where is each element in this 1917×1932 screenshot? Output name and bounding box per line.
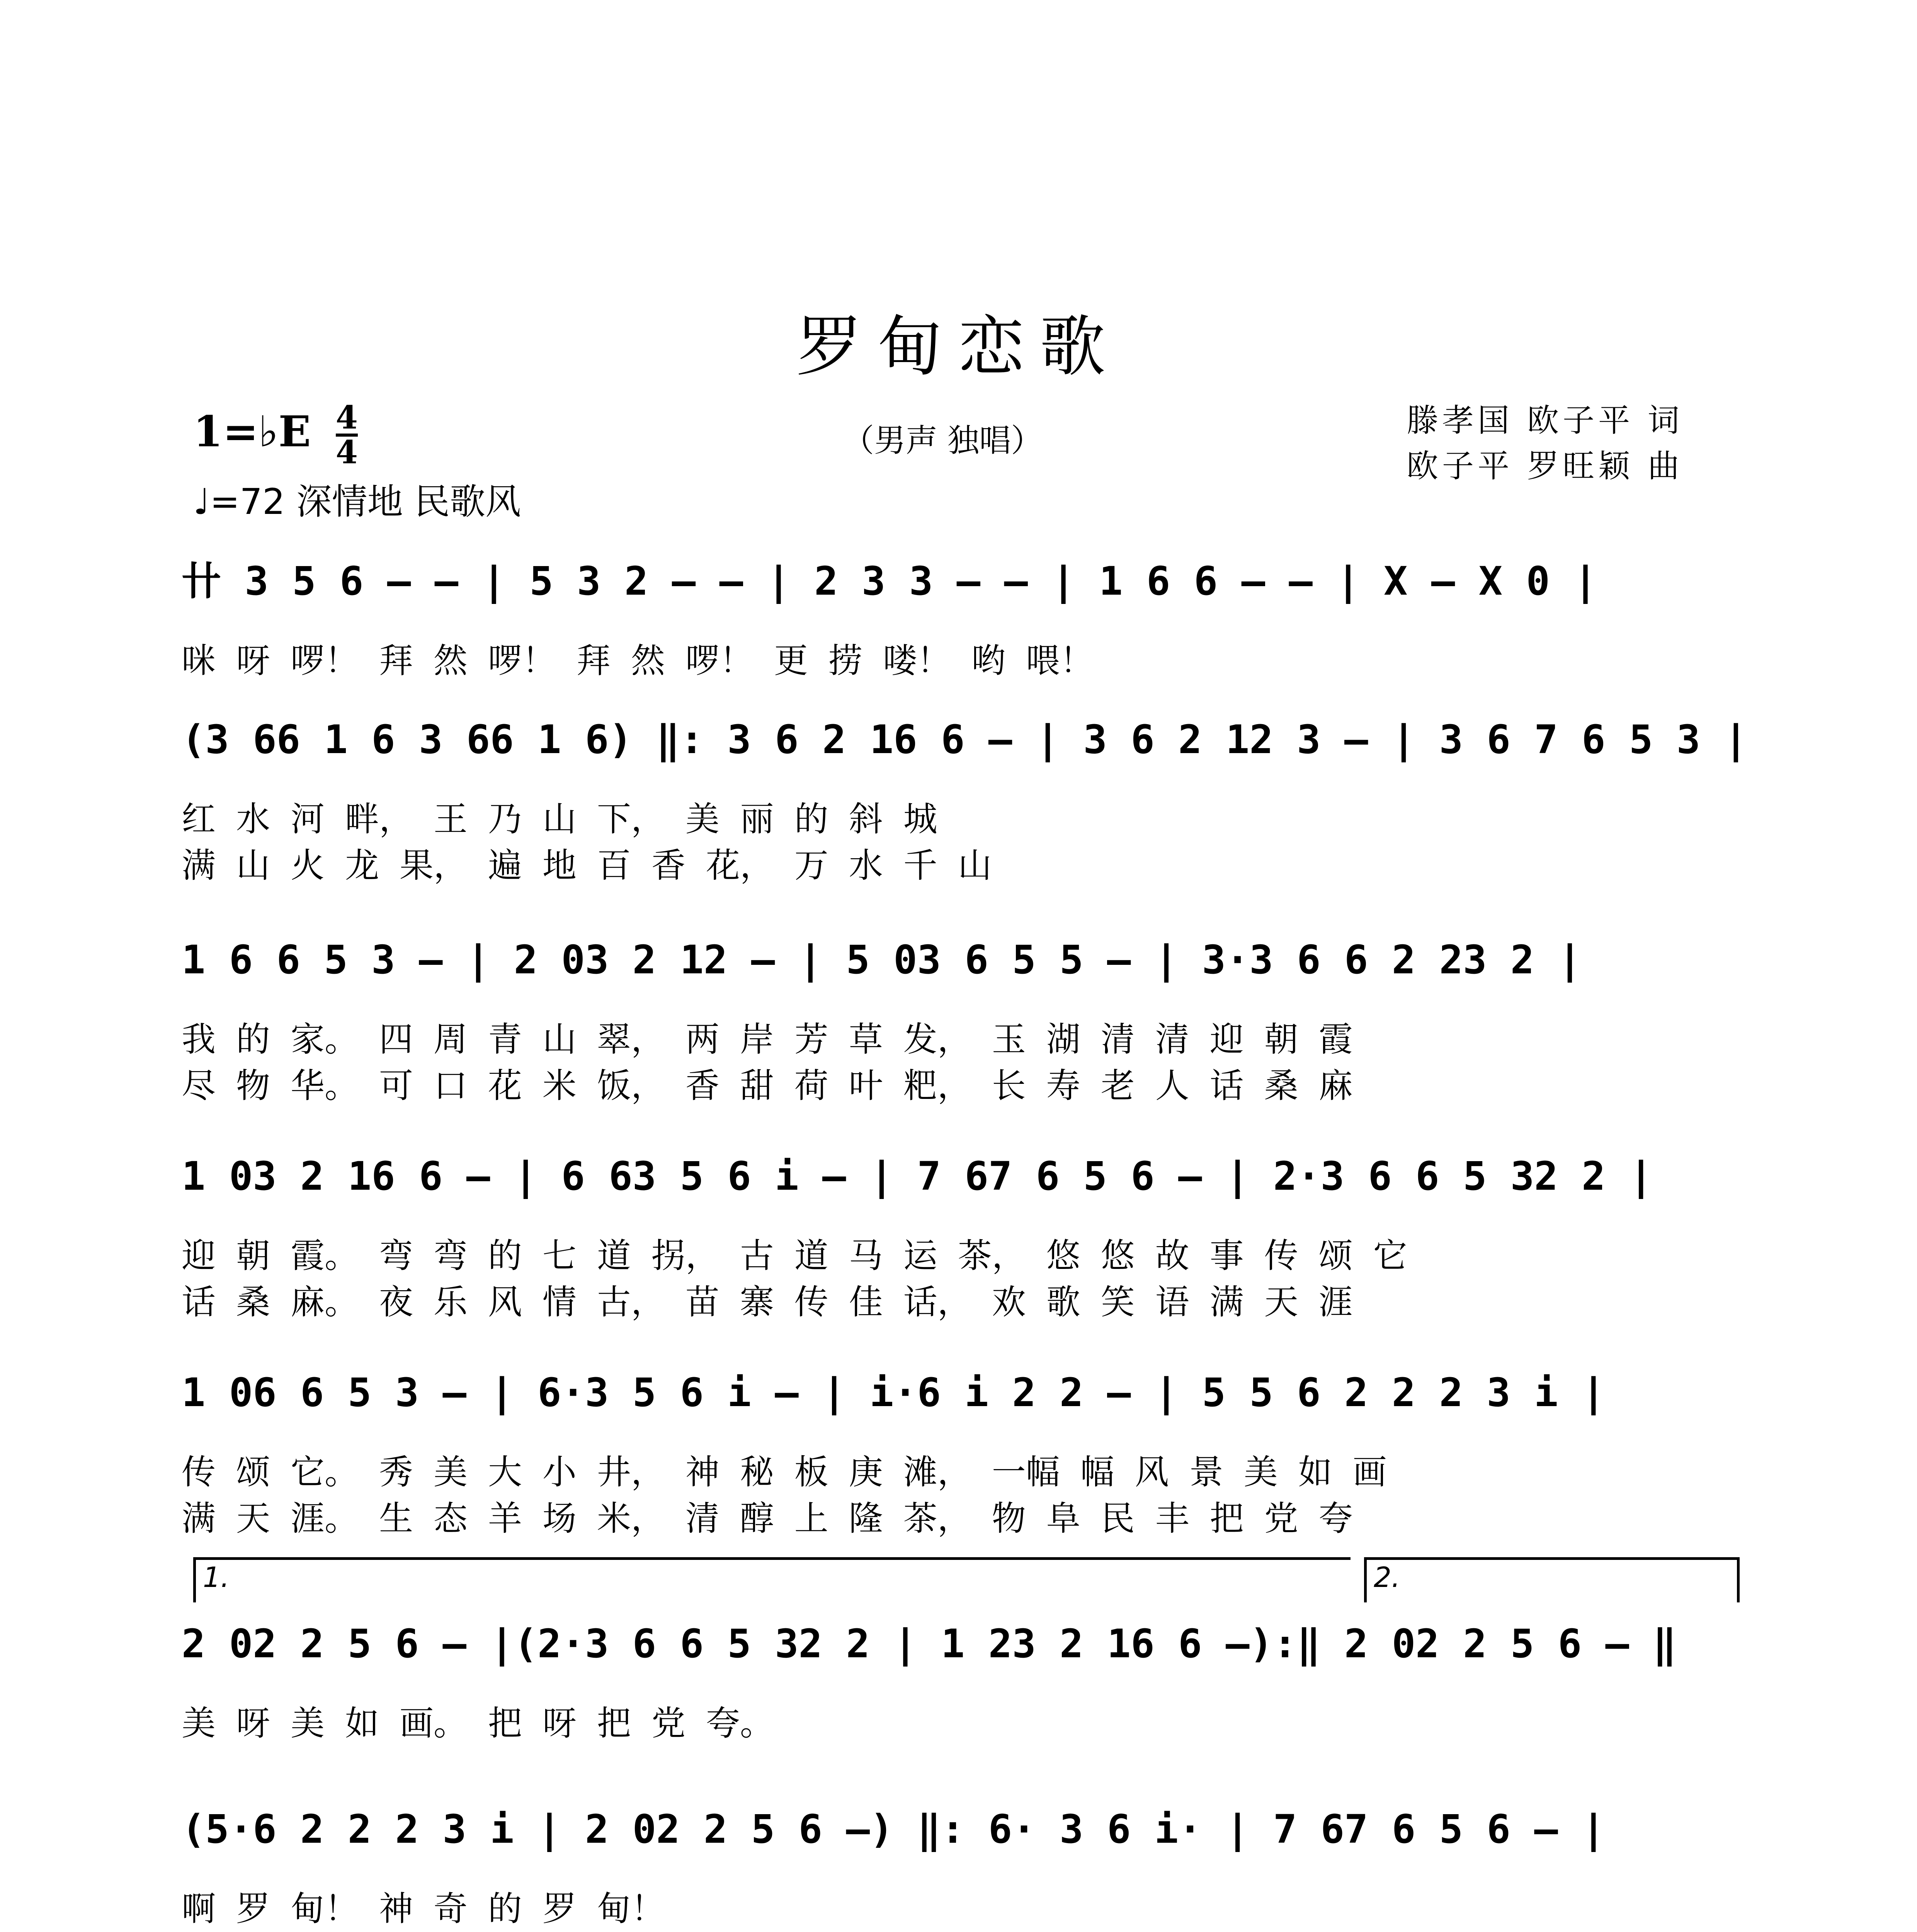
lyric-verse-2: 话 桑 麻。 夜 乐 风 情 古， 苗 寨 传 佳 话， 欢 歌 笑 语 满 天 涯 — [182, 1282, 1353, 1322]
quarter-note-icon: ♩ — [193, 481, 210, 522]
credits — [1407, 398, 1683, 489]
page-title: 罗甸恋歌 — [796, 309, 1121, 385]
notation-line: 2 02 2 5 6 – |(2·3 6 6 5 32 2 | 1 23 2 16 6 –):‖ 2 02 2 5 6 – ‖ — [182, 1621, 1677, 1667]
lyric-verse-1: 红 水 河 畔， 王 乃 山 下， 美 丽 的 斜 城 — [182, 799, 937, 839]
time-signature — [335, 399, 358, 471]
lyric-verse-2: 满 天 涯。 生 态 羊 场 米， 清 醇 上 隆 茶， 物 阜 民 丰 把 党 夸 — [182, 1498, 1353, 1538]
tempo-text: =72 深情地 民歌风 — [210, 481, 521, 522]
time-top: 4 — [335, 399, 358, 436]
key-letter: E — [278, 406, 311, 456]
lyric-verse-1: 美 呀 美 如 画。 把 呀 把 党 夸。 — [182, 1703, 774, 1743]
notation-line: 1 03 2 16 6 – | 6 63 5 6 i – | 7 67 6 5 6 – | 2·3 6 6 5 32 2 | — [182, 1153, 1653, 1199]
composer-credit: 欧子平 罗旺颖 曲 — [1407, 448, 1684, 485]
key-prefix: 1= — [193, 406, 259, 456]
lyric-verse-2: 满 山 火 龙 果， 遍 地 百 香 花， 万 水 千 山 — [182, 845, 992, 885]
flat-sign: ♭ — [258, 406, 279, 456]
time-bottom: 4 — [335, 434, 358, 471]
lyric-verse-1: 咪 呀 啰！ 拜 然 啰！ 拜 然 啰！ 更 捞 喽！ 哟 喂！ — [182, 641, 1094, 680]
key-signature — [193, 399, 358, 471]
notation-line: 1 6 6 5 3 – | 2 03 2 12 – | 5 03 6 5 5 – | 3·3 6 6 2 23 2 | — [182, 937, 1582, 983]
notation-line: (5·6 2 2 2 3 i | 2 02 2 5 6 –) ‖: 6· 3 6 i· | 7 67 6 5 6 – | — [182, 1806, 1606, 1852]
lyric-verse-1: 我 的 家。 四 周 青 山 翠， 两 岸 芳 草 发， 玉 湖 清 清 迎 朝 霞 — [182, 1019, 1353, 1059]
notation-line: 卄 3 5 6 – – | 5 3 2 – – | 2 3 3 – – | 1 6 6 – – | X – X 0 | — [182, 558, 1597, 604]
notation-line: (3 66 1 6 3 66 1 6) ‖: 3 6 2 16 6 – | 3 6 2 12 3 – | 3 6 7 6 5 3 | — [182, 717, 1748, 763]
performance-note: （男声 独唱） — [842, 422, 1043, 459]
staff-row-2 — [0, 707, 1917, 962]
first-ending-bracket: 1. — [193, 1557, 1351, 1602]
lyric-verse-1: 传 颂 它。 秀 美 大 小 井， 神 秘 板 庚 滩， 一幅 幅 风 景 美 如 画 — [182, 1452, 1387, 1492]
lyric-verse-1: 啊 罗 甸！ 神 奇 的 罗 甸！ — [182, 1889, 665, 1929]
tempo-marking — [193, 473, 521, 524]
lyricist-credit: 滕孝国 欧子平 词 — [1407, 402, 1684, 439]
lyric-verse-1: 迎 朝 霞。 弯 弯 的 七 道 拐， 古 道 马 运 茶， 悠 悠 故 事 传 颂 它 — [182, 1236, 1407, 1276]
notation-line: 1 06 6 5 3 – | 6·3 5 6 i – | i·6 i 2 2 – | 5 5 6 2 2 2 3 i | — [182, 1370, 1606, 1416]
lyric-verse-2: 尽 物 华。 可 口 花 米 饭， 香 甜 荷 叶 粑， 长 寿 老 人 话 桑 麻 — [182, 1066, 1353, 1105]
second-ending-bracket: 2. — [1364, 1557, 1740, 1602]
staff-row-7 — [0, 1797, 1917, 1932]
